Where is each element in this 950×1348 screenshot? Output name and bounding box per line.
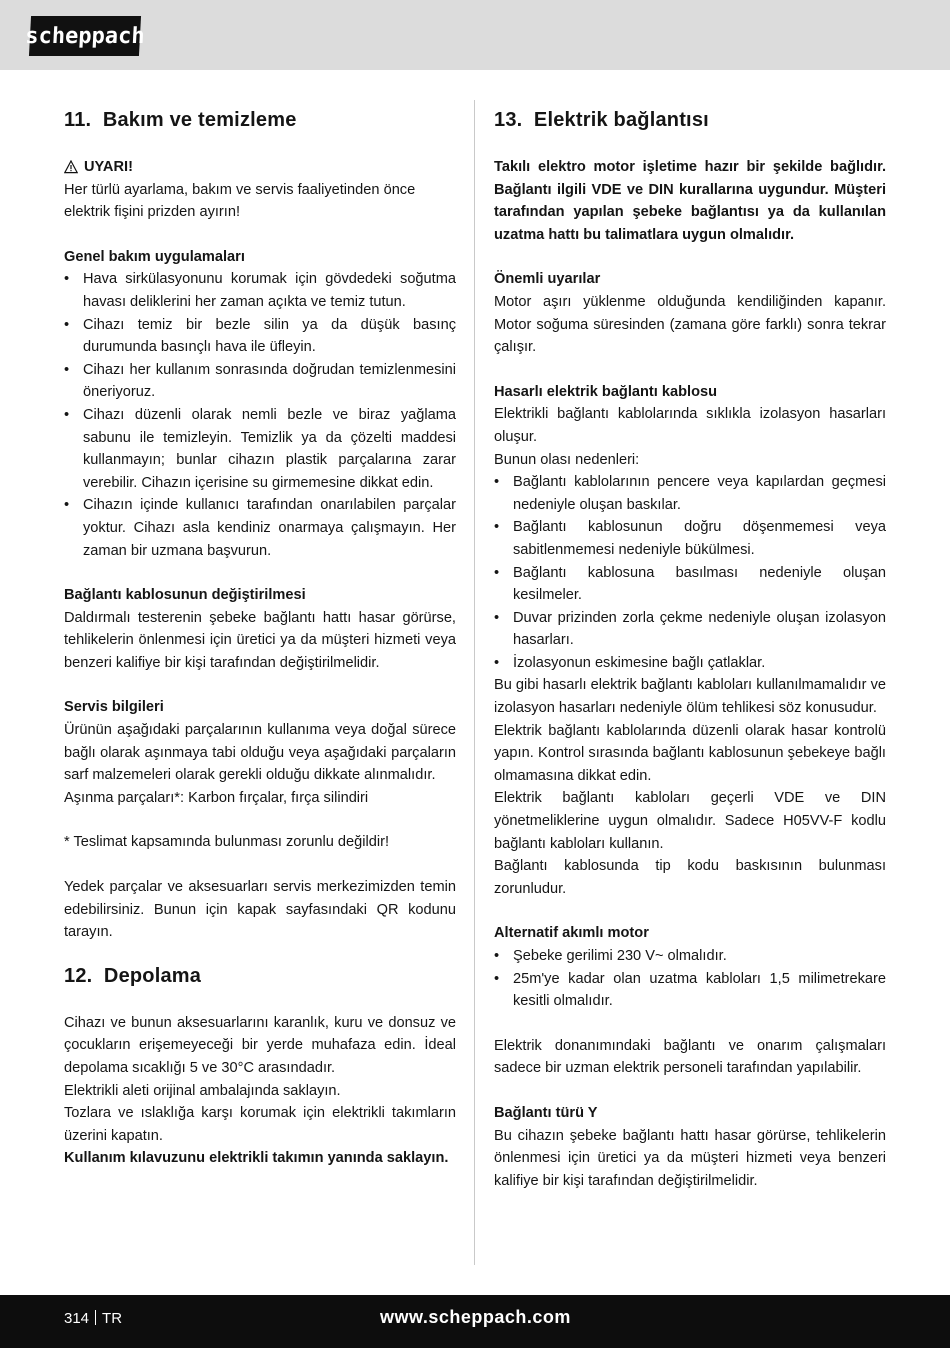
- damaged-cable-paragraph: Bu gibi hasarlı elektrik bağlantı kabloları kullanılmamalıdır ve izolasyon hasarları nedeniyle ölüm tehlikesi söz konusudur.: [494, 677, 886, 717]
- list-item: • Cihazı her kullanım sonrasında doğrudan temizlenmesini öneriyoruz.: [64, 359, 456, 404]
- list-item: • Bağlantı kablosunun doğru döşenmemesi veya sabitlenmemesi nedeniyle bükülmesi.: [494, 516, 886, 561]
- list-item: • Hava sirkülasyonunu korumak için gövdedeki soğutma havası deliklerini her zaman açıkta ve temiz tutun.: [64, 268, 456, 313]
- warning-text: Her türlü ayarlama, bakım ve servis faaliyetinden önce elektrik fişini prizden ayırın!: [64, 181, 416, 221]
- column-divider: [474, 100, 475, 1265]
- website-link[interactable]: www.scheppach.com: [380, 1307, 571, 1327]
- damaged-cable-paragraph: Bağlantı kablosunda tip kodu baskısının bulunması zorunludur.: [494, 858, 886, 897]
- list-item: • Cihazı temiz bir bezle silin ya da düşük basınç durumunda basınçlı hava ile üfleyin.: [64, 314, 456, 359]
- service-info-text: Ürünün aşağıdaki parçalarının kullanıma veya doğal sürece bağlı olarak aşınmaya tabi olduğu veya aşağıdaki parçaların sarf malzemeleri olarak gerekli olduğu dikkate alınmalıdır.: [64, 722, 456, 784]
- list-item: • Bağlantı kablosuna basılması nedeniyle oluşan kesilmeler.: [494, 562, 886, 607]
- connection-type-y-text: Bu cihazın şebeke bağlantı hattı hasar görürse, tehlikelerin önlenmesi için üretici ya da müşteri hizmeti veya benzeri kalifiye bir kişi tarafından değiştirilmelidir.: [494, 1127, 886, 1189]
- electrical-intro: Takılı elektro motor işletime hazır bir şekilde bağlıdır. Bağlantı ilgili VDE ve DIN kurallarına uygundur. Müşteri tarafından yapılan şebeke bağlantısı ya da kullanılan uzatma hattı bu talimatlara uygun olmalıdır.: [494, 159, 886, 243]
- page-number: 314 TR: [64, 1310, 123, 1327]
- list-item: • Cihazı düzenli olarak nemli bezle ve biraz yağlama sabunu ile temizleyin. Temizlik ya da çözelti maddesi kullanmayın; bunlar cihazın plastik parçalarına zarar verebilir. Cihazın içerisine su girmemesine dikkat edin.: [64, 404, 456, 494]
- important-notes-heading: Önemli uyarılar: [494, 271, 601, 288]
- left-column: [64, 100, 456, 1170]
- logo-text: scheppach: [24, 23, 146, 49]
- delivery-note: * Teslimat kapsamında bulunması zorunlu değildir!: [64, 834, 390, 851]
- ac-motor-heading: Alternatif akımlı motor: [494, 925, 649, 942]
- storage-text: Cihazı ve bunun aksesuarlarını karanlık, kuru ve donsuz ve çocukların erişemeyeceği bir yerde muhafaza edin. İdeal depolama sıcaklığı 5 ve 30°C arasındadır.: [64, 1014, 456, 1076]
- list-item: • Bağlantı kablolarının pencere veya kapılardan geçmesi nedeniyle oluşan baskılar.: [494, 471, 886, 516]
- damaged-cable-paragraph: Elektrik bağlantı kablolarında düzenli olarak hasar kontrolü yapın. Kontrol sırasında bağlantı kablosunun şebekeye bağlı olmamasına dikkat edin.: [494, 722, 886, 784]
- list-item: • Şebeke gerilimi 230 V~ olmalıdır.: [494, 945, 886, 968]
- section-11-title: 11. Bakım ve temizleme: [64, 109, 297, 131]
- warning-heading: [64, 156, 456, 179]
- general-maintenance-list: [64, 268, 456, 562]
- header-bar: [0, 0, 950, 70]
- damaged-cable-text: Elektrikli bağlantı kablolarında sıklıkla izolasyon hasarları oluşur.: [494, 406, 886, 445]
- reasons-intro: Bunun olası nedenleri:: [494, 451, 640, 468]
- section-13-title: 13. Elektrik bağlantısı: [494, 109, 709, 131]
- list-item: • Cihazın içinde kullanıcı tarafından onarılabilen parçalar yoktur. Cihazı asla kendiniz onarmaya çalışmayın. Her zaman bir uzmana başvurun.: [64, 494, 456, 562]
- list-item: • 25m'ye kadar olan uzatma kabloları 1,5 milimetrekare kesitli olmalıdır.: [494, 968, 886, 1013]
- storage-bold-note: Kullanım kılavuzunu elektrikli takımın yanında saklayın.: [64, 1150, 449, 1167]
- warning-triangle-icon: [64, 160, 78, 174]
- list-item: • Duvar prizinden zorla çekme nedeniyle oluşan izolasyon hasarları.: [494, 607, 886, 652]
- storage-text-3: Tozlara ve ıslaklığa karşı korumak için elektrikli takımların üzerini kapatın.: [64, 1105, 456, 1144]
- service-info-heading: Servis bilgileri: [64, 699, 164, 716]
- connection-type-y-heading: Bağlantı türü Y: [494, 1104, 598, 1121]
- scheppach-logo: [24, 16, 146, 56]
- wear-parts-text: Aşınma parçaları*: Karbon fırçalar, fırça silindiri: [64, 789, 369, 806]
- right-column: [494, 100, 886, 1192]
- general-maintenance-heading: Genel bakım uygulamaları: [64, 248, 245, 265]
- damaged-cable-heading: Hasarlı elektrik bağlantı kablosu: [494, 383, 718, 400]
- section-12-title: 12. Depolama: [64, 964, 202, 987]
- repair-text: Elektrik donanımındaki bağlantı ve onarım çalışmaları sadece bir uzman elektrik personeli tarafından yapılabilir.: [494, 1037, 886, 1077]
- footer-separator: [95, 1310, 96, 1325]
- ac-motor-list: [494, 945, 886, 1013]
- footer-bar: [0, 1295, 950, 1348]
- cable-replacement-text: Daldırmalı testerenin şebeke bağlantı hattı hasar görürse, tehlikelerin önlenmesi için üretici ya da müşteri hizmeti veya benzeri kalifiye bir kişi tarafından değiştirilmelidir.: [64, 609, 456, 671]
- spare-parts-text: Yedek parçalar ve aksesuarları servis merkezimizden temin edebilirsiniz. Bunun için kapak sayfasındaki QR kodunu tarayın.: [64, 879, 456, 941]
- cable-replacement-heading: Bağlantı kablosunun değiştirilmesi: [64, 587, 306, 604]
- important-notes-text: Motor aşırı yüklenme olduğunda kendiliğinden kapanır. Motor soğuma süresinden (zamana göre farklı) sonra tekrar çalışır.: [494, 293, 886, 356]
- reasons-list: [494, 471, 886, 674]
- damaged-cable-paragraph: Elektrik bağlantı kabloları geçerli VDE ve DIN yönetmeliklerine uygun olmalıdır. Sadece H05VV-F kodlu bağlantı kabloları kullanın.: [494, 790, 886, 852]
- storage-text-2: Elektrikli aleti orijinal ambalajında saklayın.: [64, 1082, 341, 1099]
- language-code: TR: [102, 1310, 123, 1327]
- list-item: • İzolasyonun eskimesine bağlı çatlaklar.: [494, 652, 886, 675]
- warning-label: UYARI!: [84, 159, 133, 175]
